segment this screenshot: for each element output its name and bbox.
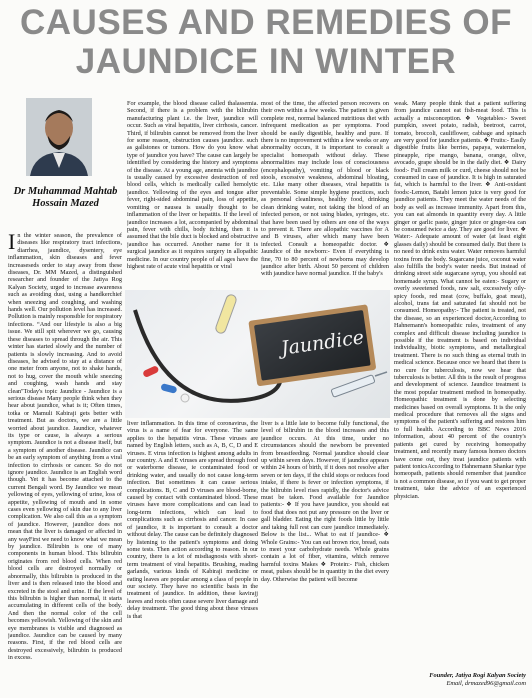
author-portrait-icon [26, 98, 92, 176]
article-column-4 [394, 100, 526, 670]
medical-still-life-icon [125, 290, 390, 418]
author-photo [26, 98, 92, 176]
signature-block [394, 672, 526, 688]
article-text-c3b: liver is a little late to become fully functional, the level of bilirubin in the blood increases and this jaundice occurs. At this time, under no circumstances should the newborn be prevented from breastfeeding. Normal jaundice should clear up within seven days. However, if jaundice appears within 24 hours of birth, if it does not resolve after seven or ten days, if the child stops or reduces food intake, if there is fever or infection symptoms, if the bilirubin level rises rapidly, the doctor's advice must be taken. Food available for Jaundice patients:- ❖ If you have jaundice, you should eat food that does not put any pressure on the liver or gall bladder. Eating the right foods little by little and taking full rest can cure jaundice immediately. Below is the list... What to eat if jaundice- ❖ Whole Grains:- You can eat brown rice, bread, oats to meet your carbohydrate needs. Whole grains contain a lot of fiber, vitamins, which remove harmful toxins Makes ❖ Protein:- Fish, chicken meat, pulses should be in quantity in the diet every day. Otherwise the patient will become [261, 420, 389, 583]
headline-line-1: CAUSES AND REMEDIES OF [20, 3, 512, 42]
article-text-c2b: liver inflammation. In this time of coronavirus, the virus is a name of fear for everyone. The same applies to the hepatitis virus. These viruses are named by English letters, such as A, B, C, D and E viruses. E virus infection is highest among adults in our country. A and E viruses are spread through food or waterborne disease, ie contaminated food or drinking water, and usually do not cause long-term infection. But sometimes it can cause serious complications. B, C and D viruses are blood-borne, caused by contact with contaminated blood. These viruses have more complications and can lead to long-term infections, which can lead to complications such as cirrhosis and cancer. In case of jaundice, it is important to consult a doctor without delay. The cause can be definitely diagnosed by listening to the patient's symptoms and doing some tests. Then action according to reason. In our country, there is a lot of misdiagnosis with short-term treatment of viral hepatitis. Brushing, reading garlands, various kinds of Kabiraji medicine or eating leaves are popular among a class of people in our society. They have no scientific basis in the treatment of jaundice. In addition, these kavirajj leaves and roots often cause severe liver damage and delay treatment. The good thing about these viruses is that [127, 420, 258, 620]
jaundice-illustration [125, 290, 390, 418]
article-text-c2: For example, the blood disease called thalassemia. Second, if there is a problem with the bilirubin manufacturing plant i.e. the liver, jaundice will occur. Such as viral hepatitis, liver cirrhosis, cancer. Third, if bilirubin cannot be removed from the liver for some reason, obstruction causes jaundice. such as gallstones or tumors. How do you know what type of jaundice you have? The cause can largely be identified by considering the history and symptoms of the disease. At a young age, anemia with jaundice is usually caused by excessive destruction of red blood cells, which is medically called hemolytic jaundice. Yellowing of the eyes and tongue after fever, right-sided abdominal pain, loss of appetite, vomiting or nausea is usually thought to be inflammation of the liver or hepatitis. If the level of jaundice increases a lot, accompanied by abdominal pain, fever with chills, body itching, then it is assumed that the bile duct is blocked and obstructive jaundice has occurred. Another name for it is surgical jaundice as it requires surgery in allopathic medicine. In our country people of all ages have the highest rate of acute viral hepatitis or viral [127, 100, 258, 270]
headline-line-2: JAUNDICE IN WINTER [75, 42, 457, 81]
author-name: Dr Muhammad Mahtab Hossain Mazed [13, 186, 118, 209]
drop-cap: I [8, 232, 16, 254]
article-column-2-bottom [127, 420, 258, 696]
chalkboard-label: Jaundice [279, 326, 366, 360]
article-column-3-top [261, 100, 389, 290]
article-column-3-bottom [261, 420, 389, 696]
article-column-1 [8, 232, 122, 696]
article-text-c4: weak. Many people think that a patient suffering from jaundice cannot eat fish-meat food. This is actually a misconception. ❖ Vegetables:- Sweet pumpkin, sweet potato, radish, beetroot, carrot, tomato, broccoli, cauliflower, cabbage and spinach are very good for jaundice patients. ❖ Fruits:- Easily digestible fruits like berries, papaya, watermelon, pineapple, ripe mango, banana, orange, olive, avocado, grape should be in the daily diet. ❖ Dairy food:- Full cream milk or curd, cheese should not be consumed in case of jaundice. It is high in saturated fat, which is harmful to the liver. ❖ Anti-oxidant foods:-Lemon, Batabi lemon juice is very good for jaundice patients. They meet the water needs of the body as well as increase immunity. Apart from this, you can eat almonds in quantity every day. A little ginger or garlic paste, ginger juice or ginger-tea can be consumed twice a day. They are good for liver. ❖ Water:- Adequate amount of water (at least eight glasses daily) should be consumed daily. But there is no need to drink extra water. Water removes harmful toxins from the body. Sugarcane juice, coconut water also fulfills the body's water needs. But instead of drinking street side sugarcane syrup, you should eat homemade syrup. What cannot be eaten:- Sugary or overly sweetened foods, raw salt, excessively oily-spicy foods, red meat (cow, buffalo, goat meat), alcohol, trans fat and saturated fat should not be consumed. Homeopathy:- The patient is treated, not the disease, so an experienced doctor,According to Hahnemann's homeopathic rules, treatment of any complex and difficult disease including jaundice is possible if the treatment is based on individual individuality, biotic symptoms, and metallurgical treatment. There is no such thing as eternal truth in medical science. Because once we heard that there is no cure for tuberculosis, now we hear that tuberculosis is better. All this is the result of progress and development of science. Jaundice treatment is the most popular treatment method in homeopathy. Homeopathic treatment is done by selecting medicines based on overall symptoms. It is the only medical procedure that removes all the signs and symptoms of the patient's suffering and restores him to full health. According to BBC News 2016 information, about 40 percent of the country's patients get cured by receiving homeopathy treatment, and recently many famous homeo doctors have come out, they treat jaundice patients with patient tonicsAccording to Hahnemann Shankar type homeopath, patients should remember that jaundice is not a common disease, so if you want to get proper treatment, take the advice of an experienced physician. [394, 100, 526, 500]
article-text-c3: most of the time, the affected person recovers on their own within a few weeks. The patient is given complete rest, normal balanced nutritious diet with infrequent medication as per symptoms. Food should be easily digestible, healthy and pure. If there is no improvement within a few weeks or any abnormality occurs, it is important to consult a specialist homeopath without delay. These abnormalities may include loss of consciousness (encephalopathy), vomiting of blood or black stools, excessive weakness, abdominal bloating, etc. Like many other diseases, viral hepatitis is preventable. Some simple hygiene practices, such as personal cleanliness, healthy food, drinking clean drinking water, not taking the blood of an infected person, or not using blades, syringes, etc. that have been used by others are one of the ways to prevent it. There are allopathic vaccines for A and B viruses, after which many have been infected. Consult a homeopathic doctor. ❖ Jaundice of the newborn:- Even if everything is fine, 70 to 80 percent of newborns may develop jaundice after birth. About 50 percent of children with jaundice have normal jaundice. If the baby's [261, 100, 389, 278]
signature-founder: Founder, Jatiya Rogi Kalyan Society [429, 672, 526, 679]
article-column-2-top [127, 100, 258, 290]
article-text-c1: In the winter season, the prevalence of diseases like respiratory tract infections, diarrhea, jaundice, dysentery, eye inflammation, skin diseases and fever increaseseds order to stay away from these diseases, Dr. MM Mazed, a distinguished researcher and founder of the Jatiya Rog Kalyan Society, urged to increase awareness such as avoiding dust, using a handkerchief when sneezing and coughing, and washing hands well. Our pollution level has increased. Pollution is mainly responsible for respiratory infections. “And our lifestyle is also a big issue. We still spit wherever we go, causing these diseases to spread through the air. This winter has started slowly and the number of patients is slowly increasing. And to avoid diseases, he advised to stay at a distance of one meter from anyone, not to shake hands, not to hug, cover the mouth while sneezing and coughing, wash hands and stay clean"Today's topic Jaundice - Jaundice is a serious disease Many people think when they hear about jaundice, what is it; Often times, totka or Mamuli Kabiraji gets better with treatment. But as doctors, we are a little worried about jaundice. Jaundice, whatever its type or cause, is always a serious symptom. Jaundice is not a disease itself, but a symptom of another disease. Jaundice can be an early symptom of anything from a viral infection to cirrhosis or cancer. So do not ignore jaundice. Jaundice is an English word though. Yet it has become attached to the current Bengali word. By Jaundice we mean yellowing of eyes, yellowing of urine, loss of appetite, yellowing of mouth and in some cases even yellowing of skin due to any liver complication. We also call this as a symptom of jaundice. However, jaundice does not mean that the liver is damaged or affected in any wayFirst we need to know what we mean by jaundice. Bilirubin is one of many components in human blood. This bilirubin originates from red blood cells. When red blood cells are destroyed normally or abnormally, this bilirubin is produced in the liver and is then released into the blood and excreted in the stool and urine. If the level of this bilirubin is higher than normal, it starts accumulating in different cells of the body. And then the normal color of the cell becomes yellowish. Yellowing of the skin and eye membranes is visible and diagnosed as jaundice. Jaundice can be caused by many reasons. First, if the red blood cells are destroyed excessively, bilirubin is produced in excess. [8, 232, 122, 662]
signature-email: Email, drmazed96@gmail.com [446, 680, 526, 687]
headline [6, 3, 526, 81]
